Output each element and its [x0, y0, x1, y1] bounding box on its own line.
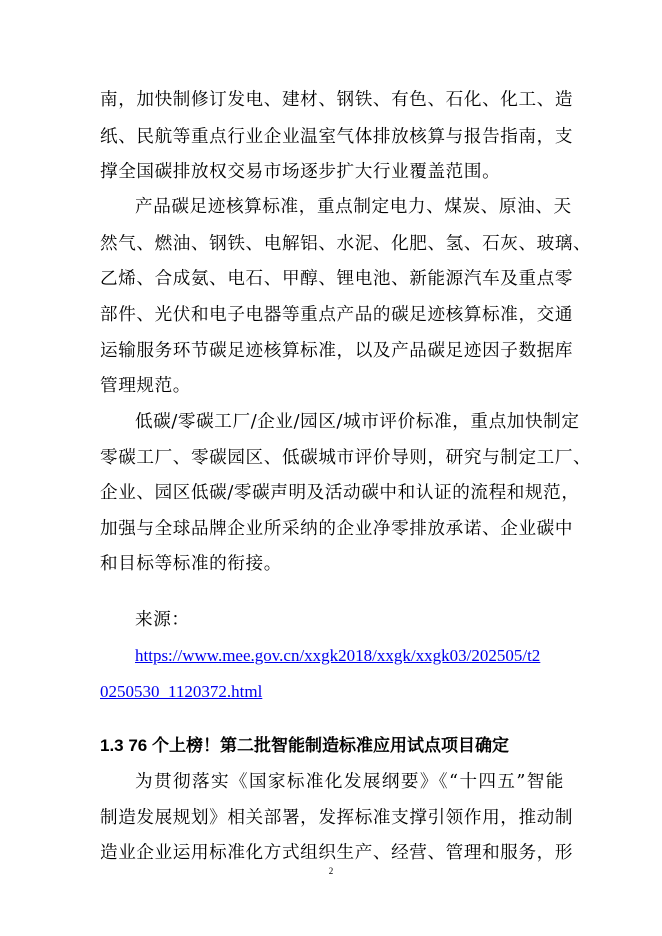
source-link-continued[interactable]: 0250530_1120372.html	[100, 682, 263, 701]
text-line: 为贯彻落实《国家标准化发展纲要》《“十四五”智能	[135, 772, 564, 792]
page-number: 2	[328, 866, 334, 876]
text-line: 低碳/零碳工厂/企业/园区/城市评价标准，重点加快制定	[135, 412, 580, 432]
text-line: 产品碳足迹核算标准，重点制定电力、煤炭、原油、天	[135, 197, 572, 217]
text-line: 和目标等标准的衔接。	[100, 554, 282, 574]
text-line: 加强与全球品牌企业所采纳的企业净零排放承诺、企业碳中	[100, 519, 574, 539]
text-line: 南，加快制修订发电、建材、钢铁、有色、石化、化工、造	[100, 90, 574, 110]
text-line: 部件、光伏和电子电器等重点产品的碳足迹核算标准，交通	[100, 305, 574, 325]
text-line: 纸、民航等重点行业企业温室气体排放核算与报告指南，支	[100, 127, 574, 147]
text-line: 造业企业运用标准化方式组织生产、经营、管理和服务，形	[100, 843, 574, 863]
text-line: 制造发展规划》相关部署，发挥标准支撑引领作用，推动制	[100, 808, 574, 828]
text-line: 零碳工厂、零碳园区、低碳城市评价导则，研究与制定工厂、	[100, 448, 592, 468]
text-line: 撑全国碳排放权交易市场逐步扩大行业覆盖范围。	[100, 162, 501, 182]
source-label: 来源：	[135, 610, 190, 630]
section-heading: 1.3 76 个上榜！第二批智能制造标准应用试点项目确定	[100, 736, 509, 755]
text-line: 然气、燃油、钢铁、电解铝、水泥、化肥、氢、石灰、玻璃、	[100, 234, 592, 254]
text-line: 乙烯、合成氨、电石、甲醇、锂电池、新能源汽车及重点零	[100, 269, 574, 289]
text-line: 运输服务环节碳足迹核算标准，以及产品碳足迹因子数据库	[100, 341, 574, 361]
text-line: 企业、园区低碳/零碳声明及活动碳中和认证的流程和规范，	[100, 483, 580, 503]
text-line: 管理规范。	[100, 376, 191, 396]
source-link[interactable]: https://www.mee.gov.cn/xxgk2018/xxgk/xxgk03/202505/t2	[135, 646, 541, 665]
